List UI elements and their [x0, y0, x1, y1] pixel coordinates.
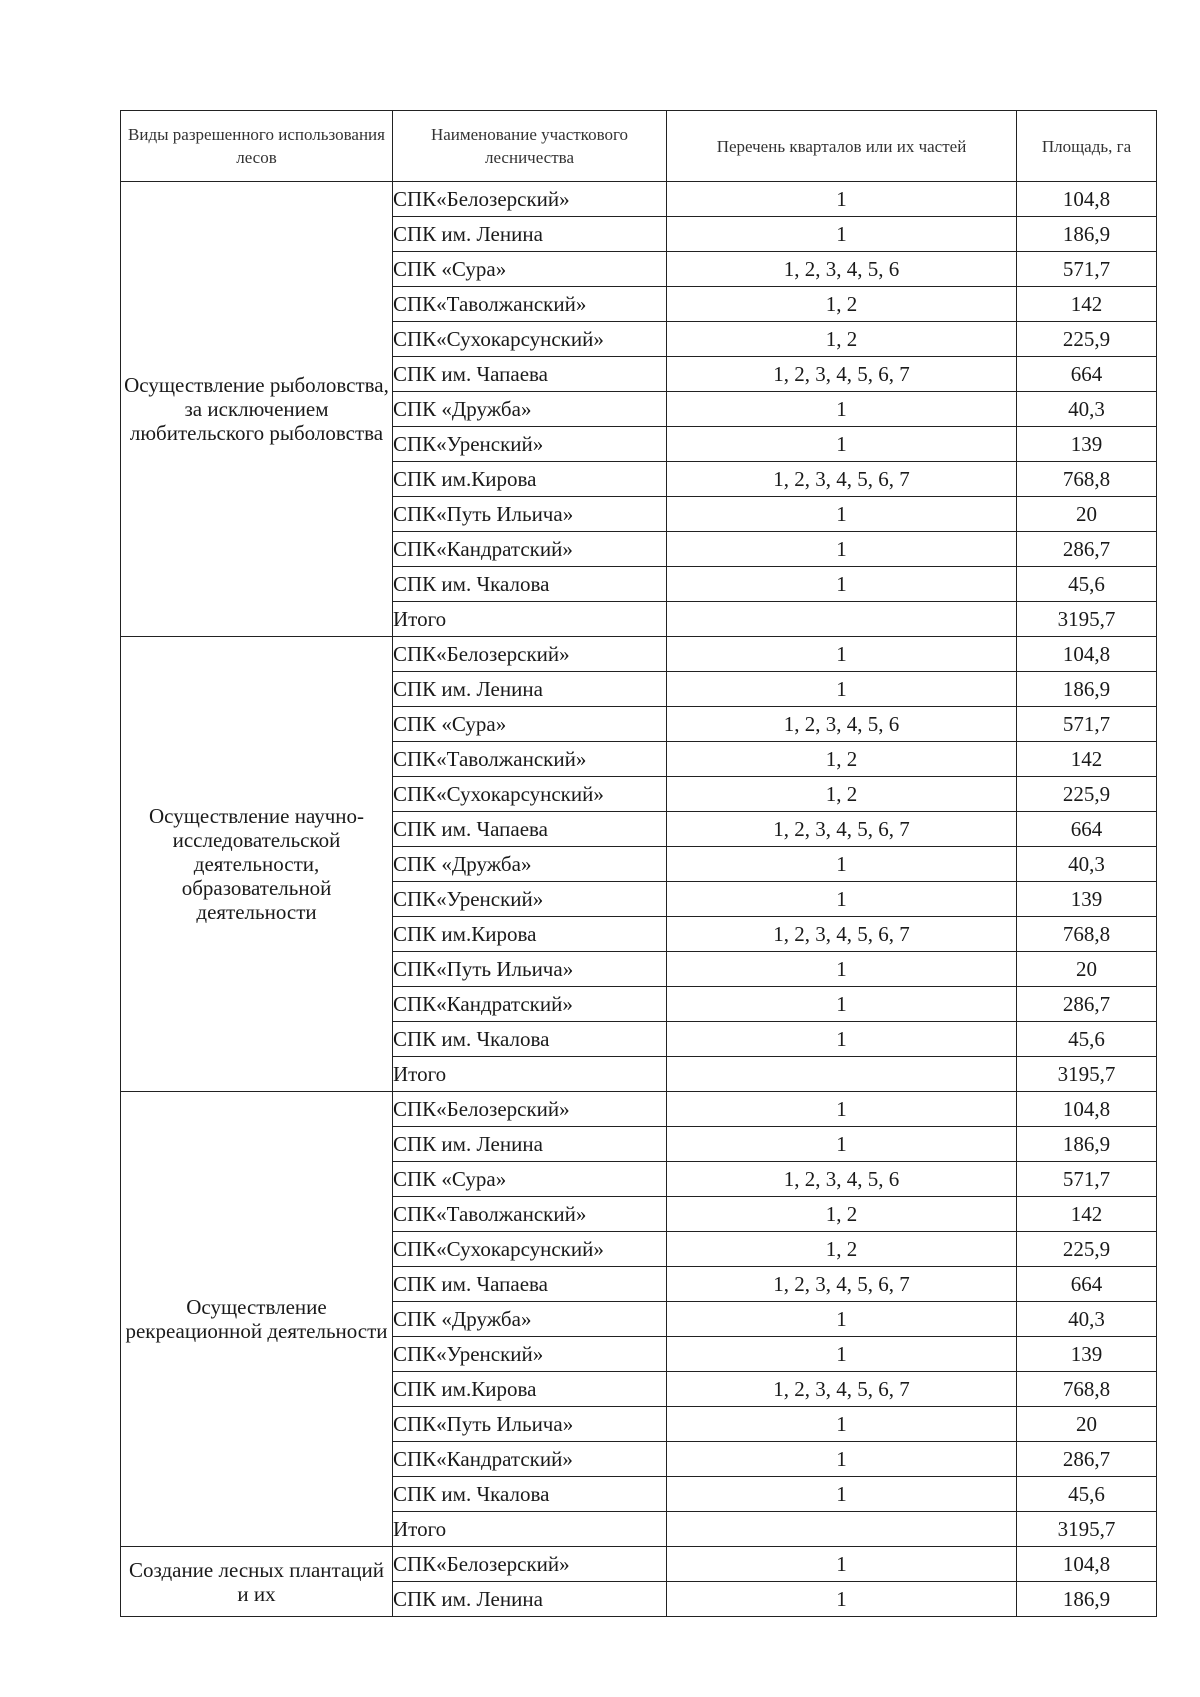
quarters-cell: 1	[667, 1407, 1017, 1442]
quarters-cell: 1	[667, 1302, 1017, 1337]
area-cell: 286,7	[1017, 1442, 1157, 1477]
forestry-name-cell: СПК«Уренский»	[393, 882, 667, 917]
quarters-cell: 1, 2, 3, 4, 5, 6, 7	[667, 462, 1017, 497]
quarters-cell: 1, 2, 3, 4, 5, 6	[667, 707, 1017, 742]
header-quarters: Перечень кварталов или их частей	[667, 111, 1017, 182]
area-cell: 40,3	[1017, 1302, 1157, 1337]
forestry-name-cell: СПК«Кандратский»	[393, 1442, 667, 1477]
quarters-cell: 1, 2	[667, 1232, 1017, 1267]
area-cell: 186,9	[1017, 1582, 1157, 1617]
area-cell: 45,6	[1017, 1022, 1157, 1057]
forestry-name-cell: СПК им. Ленина	[393, 672, 667, 707]
quarters-cell: 1	[667, 1337, 1017, 1372]
quarters-cell: 1, 2	[667, 777, 1017, 812]
quarters-cell: 1	[667, 847, 1017, 882]
area-cell: 104,8	[1017, 1092, 1157, 1127]
area-cell: 768,8	[1017, 1372, 1157, 1407]
quarters-cell: 1	[667, 952, 1017, 987]
quarters-cell: 1	[667, 392, 1017, 427]
area-cell: 104,8	[1017, 182, 1157, 217]
area-cell: 45,6	[1017, 567, 1157, 602]
quarters-cell: 1, 2	[667, 287, 1017, 322]
header-area: Площадь, га	[1017, 111, 1157, 182]
area-cell: 104,8	[1017, 1547, 1157, 1582]
quarters-cell: 1, 2, 3, 4, 5, 6, 7	[667, 1372, 1017, 1407]
quarters-cell: 1	[667, 1442, 1017, 1477]
table-row	[121, 1092, 1157, 1127]
area-cell: 571,7	[1017, 707, 1157, 742]
quarters-cell: 1, 2	[667, 322, 1017, 357]
forestry-name-cell: СПК«Уренский»	[393, 427, 667, 462]
area-cell: 186,9	[1017, 672, 1157, 707]
area-cell: 571,7	[1017, 252, 1157, 287]
quarters-cell: 1, 2	[667, 1197, 1017, 1232]
forestry-name-cell: СПК им.Кирова	[393, 462, 667, 497]
quarters-cell: 1	[667, 567, 1017, 602]
forestry-name-cell: СПК«Таволжанский»	[393, 287, 667, 322]
area-cell: 186,9	[1017, 217, 1157, 252]
area-cell: 104,8	[1017, 637, 1157, 672]
forestry-name-cell: СПК им. Чапаева	[393, 812, 667, 847]
forestry-name-cell: СПК«Белозерский»	[393, 1547, 667, 1582]
use-type-cell: Создание лесных плантаций и их	[121, 1547, 393, 1617]
area-cell: 139	[1017, 427, 1157, 462]
forestry-name-cell: СПК им. Чкалова	[393, 1477, 667, 1512]
quarters-cell: 1	[667, 182, 1017, 217]
area-cell: 139	[1017, 1337, 1157, 1372]
forestry-name-cell: СПК им. Ленина	[393, 1127, 667, 1162]
area-cell: 142	[1017, 742, 1157, 777]
area-cell: 20	[1017, 952, 1157, 987]
area-cell: 286,7	[1017, 987, 1157, 1022]
quarters-cell	[667, 1512, 1017, 1547]
area-cell: 20	[1017, 1407, 1157, 1442]
quarters-cell: 1	[667, 1477, 1017, 1512]
header-use-type: Виды разрешенного использования лесов	[121, 111, 393, 182]
area-cell: 225,9	[1017, 777, 1157, 812]
forestry-name-cell: Итого	[393, 1057, 667, 1092]
area-cell: 225,9	[1017, 322, 1157, 357]
forestry-name-cell: СПК«Белозерский»	[393, 637, 667, 672]
forestry-name-cell: СПК «Дружба»	[393, 847, 667, 882]
forestry-name-cell: СПК им. Ленина	[393, 1582, 667, 1617]
area-cell: 40,3	[1017, 392, 1157, 427]
quarters-cell: 1	[667, 1582, 1017, 1617]
forestry-name-cell: СПК«Таволжанский»	[393, 742, 667, 777]
forestry-name-cell: СПК «Дружба»	[393, 1302, 667, 1337]
forestry-name-cell: СПК «Сура»	[393, 252, 667, 287]
area-cell: 3195,7	[1017, 1057, 1157, 1092]
table-row	[121, 1547, 1157, 1582]
quarters-cell: 1, 2, 3, 4, 5, 6, 7	[667, 1267, 1017, 1302]
forestry-name-cell: СПК«Кандратский»	[393, 532, 667, 567]
use-type-cell: Осуществление рыболовства, за исключением любительского рыболовства	[121, 182, 393, 637]
quarters-cell: 1	[667, 427, 1017, 462]
forestry-name-cell: СПК им. Ленина	[393, 217, 667, 252]
use-type-cell: Осуществление научно-исследовательской деятельности, образовательной деятельности	[121, 637, 393, 1092]
quarters-cell: 1, 2	[667, 742, 1017, 777]
area-cell: 20	[1017, 497, 1157, 532]
quarters-cell: 1	[667, 1092, 1017, 1127]
quarters-cell: 1	[667, 1547, 1017, 1582]
quarters-cell: 1	[667, 1022, 1017, 1057]
forestry-name-cell: СПК им.Кирова	[393, 1372, 667, 1407]
area-cell: 768,8	[1017, 462, 1157, 497]
quarters-cell	[667, 602, 1017, 637]
forestry-name-cell: СПК«Путь Ильича»	[393, 952, 667, 987]
forestry-name-cell: СПК «Сура»	[393, 1162, 667, 1197]
forestry-name-cell: СПК«Кандратский»	[393, 987, 667, 1022]
forestry-name-cell: СПК«Путь Ильича»	[393, 1407, 667, 1442]
table-row	[121, 637, 1157, 672]
forestry-name-cell: СПК им. Чапаева	[393, 357, 667, 392]
area-cell: 142	[1017, 287, 1157, 322]
area-cell: 571,7	[1017, 1162, 1157, 1197]
forestry-name-cell: СПК им.Кирова	[393, 917, 667, 952]
area-cell: 45,6	[1017, 1477, 1157, 1512]
area-cell: 186,9	[1017, 1127, 1157, 1162]
quarters-cell: 1, 2, 3, 4, 5, 6, 7	[667, 812, 1017, 847]
quarters-cell: 1	[667, 672, 1017, 707]
quarters-cell: 1, 2, 3, 4, 5, 6, 7	[667, 357, 1017, 392]
forestry-name-cell: СПК«Сухокарсунский»	[393, 1232, 667, 1267]
forestry-name-cell: СПК«Таволжанский»	[393, 1197, 667, 1232]
forestry-name-cell: СПК«Белозерский»	[393, 182, 667, 217]
area-cell: 142	[1017, 1197, 1157, 1232]
forestry-name-cell: Итого	[393, 602, 667, 637]
quarters-cell: 1	[667, 637, 1017, 672]
forest-use-table	[120, 110, 1157, 1617]
area-cell: 768,8	[1017, 917, 1157, 952]
forestry-name-cell: СПК им. Чапаева	[393, 1267, 667, 1302]
area-cell: 225,9	[1017, 1232, 1157, 1267]
table-row	[121, 182, 1157, 217]
header-forestry: Наименование участкового лесничества	[393, 111, 667, 182]
area-cell: 139	[1017, 882, 1157, 917]
area-cell: 3195,7	[1017, 602, 1157, 637]
area-cell: 664	[1017, 357, 1157, 392]
quarters-cell: 1	[667, 882, 1017, 917]
header-row	[121, 111, 1157, 182]
forestry-name-cell: Итого	[393, 1512, 667, 1547]
quarters-cell	[667, 1057, 1017, 1092]
forestry-name-cell: СПК«Уренский»	[393, 1337, 667, 1372]
forestry-name-cell: СПК«Белозерский»	[393, 1092, 667, 1127]
forestry-name-cell: СПК им. Чкалова	[393, 1022, 667, 1057]
quarters-cell: 1	[667, 532, 1017, 567]
quarters-cell: 1	[667, 987, 1017, 1022]
forestry-name-cell: СПК«Сухокарсунский»	[393, 777, 667, 812]
area-cell: 286,7	[1017, 532, 1157, 567]
area-cell: 664	[1017, 1267, 1157, 1302]
forestry-name-cell: СПК им. Чкалова	[393, 567, 667, 602]
quarters-cell: 1, 2, 3, 4, 5, 6	[667, 252, 1017, 287]
area-cell: 3195,7	[1017, 1512, 1157, 1547]
quarters-cell: 1	[667, 497, 1017, 532]
quarters-cell: 1, 2, 3, 4, 5, 6	[667, 1162, 1017, 1197]
area-cell: 40,3	[1017, 847, 1157, 882]
forestry-name-cell: СПК «Дружба»	[393, 392, 667, 427]
use-type-cell: Осуществление рекреационной деятельности	[121, 1092, 393, 1547]
forestry-name-cell: СПК«Сухокарсунский»	[393, 322, 667, 357]
forestry-name-cell: СПК«Путь Ильича»	[393, 497, 667, 532]
quarters-cell: 1	[667, 1127, 1017, 1162]
area-cell: 664	[1017, 812, 1157, 847]
forestry-name-cell: СПК «Сура»	[393, 707, 667, 742]
quarters-cell: 1	[667, 217, 1017, 252]
quarters-cell: 1, 2, 3, 4, 5, 6, 7	[667, 917, 1017, 952]
